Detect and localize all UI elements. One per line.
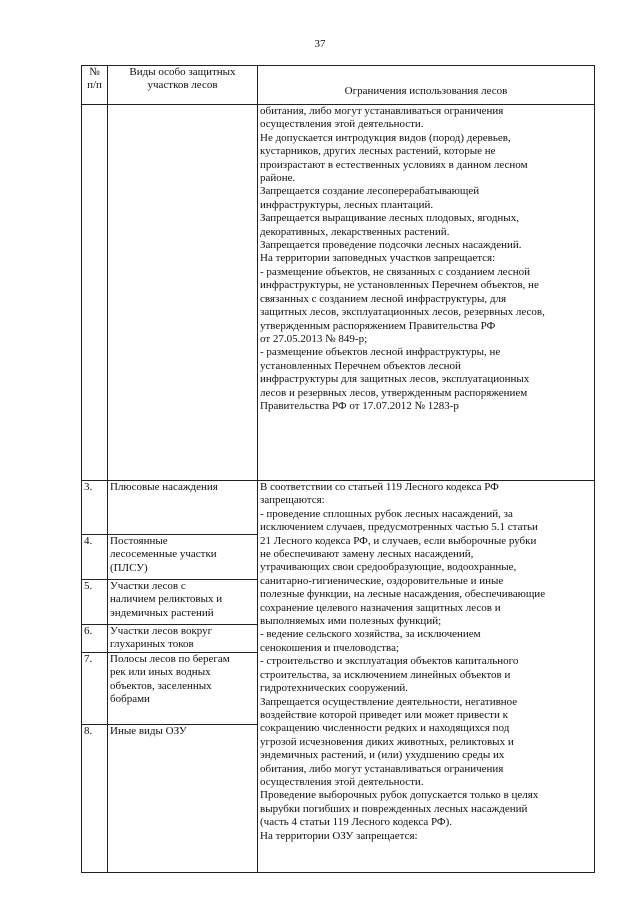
table-header-row bbox=[82, 66, 595, 105]
page-number: 37 bbox=[314, 38, 326, 50]
merged-restrictions-text: В соответствии со статьей 119 Лесного кодекса РФ запрещаются: - проведение сплошных рубок лесных насаждений, за исключением случаев, предусмотренных частью 5.1 статьи 21 Лесного кодекса РФ, и случаев, если выборочные рубки не обеспечивают замену лесных насаждений, утрачивающих свои средообразующие, водоохранные, санитарно-гигиенические, оздоровительные и иные полезные функции, на лесные насаждения, обеспечивающие сохранение целевого назначения защитных лесов и выполняемых ими полезных функций; - ведение сельского хозяйства, за исключением сенокошения и пчеловодства; - строительство и эксплуатация объектов капитального строительства, за исключением линейных объектов и гидротехнических сооружений. Запрещается осуществление деятельности, негативное воздействие которой приведет или может привести к сокращению численности редких и находящихся под угрозой исчезновения диких животных, реликтовых и эндемичных растений, и (или) ухудшению среды их обитания, либо могут устанавливаться ограничения осуществления этой деятельности. Проведение выборочных рубок допускается только в целях вырубки погибших и поврежденных лесных насаждений (часть 4 статьи 119 Лесного кодекса РФ). На территории ОЗУ запрещается: bbox=[258, 481, 595, 873]
continuation-text: обитания, либо могут устанавливаться ограничения осуществления этой деятельности. Не допускается интродукция видов (пород) деревьев, кустарников, других лесных растений, которые не произрастают в естественных условиях в данном лесном районе. Запрещается создание лесоперерабатывающей инфраструктуры, лесных плантаций. Запрещается выращивание лесных плодовых, ягодных, декоративных, лекарственных растений. Запрещается проведение подсочки лесных насаждений. На территории заповедных участков запрещается: - размещение объектов, не связанных с созданием лесной инфраструктуры, не установленных Перечнем объектов, не связанных с созданием лесной инфраструктуры, для защитных лесов, эксплуатационных лесов, резервных лесов, утвержденным распоряжением Правительства РФ от 27.05.2013 № 849-р; - размещение объектов лесной инфраструктуры, не установленных Перечнем объектов лесной инфраструктуры для защитных лесов, эксплуатационных лесов и резервных лесов, утвержденным распоряжением Правительства РФ от 17.07.2012 № 1283-р bbox=[258, 105, 595, 481]
row-num: 6. bbox=[82, 625, 108, 653]
row-num: 7. bbox=[82, 653, 108, 725]
row-kind: Иные виды ОЗУ bbox=[108, 725, 258, 873]
cell-empty-num bbox=[82, 105, 108, 481]
row-num: 3. bbox=[82, 481, 108, 535]
header-num: № п/п bbox=[82, 66, 108, 105]
row-kind: Плюсовые насаждения bbox=[108, 481, 258, 535]
row-num: 4. bbox=[82, 535, 108, 580]
row-num: 5. bbox=[82, 580, 108, 625]
cell-empty-kind bbox=[108, 105, 258, 481]
restrictions-table bbox=[81, 65, 595, 873]
header-kind: Виды особо защитных участков лесов bbox=[108, 66, 258, 105]
row-kind: Участки лесов с наличием реликтовых и эндемичных растений bbox=[108, 580, 258, 625]
row-kind: Полосы лесов по берегам рек или иных водных объектов, заселенных бобрами bbox=[108, 653, 258, 725]
table-row-continuation bbox=[82, 105, 595, 481]
row-kind: Постоянные лесосеменные участки (ПЛСУ) bbox=[108, 535, 258, 580]
row-kind: Участки лесов вокруг глухариных токов bbox=[108, 625, 258, 653]
table-row bbox=[82, 481, 595, 535]
row-num: 8. bbox=[82, 725, 108, 873]
header-restrictions: Ограничения использования лесов bbox=[258, 66, 595, 105]
